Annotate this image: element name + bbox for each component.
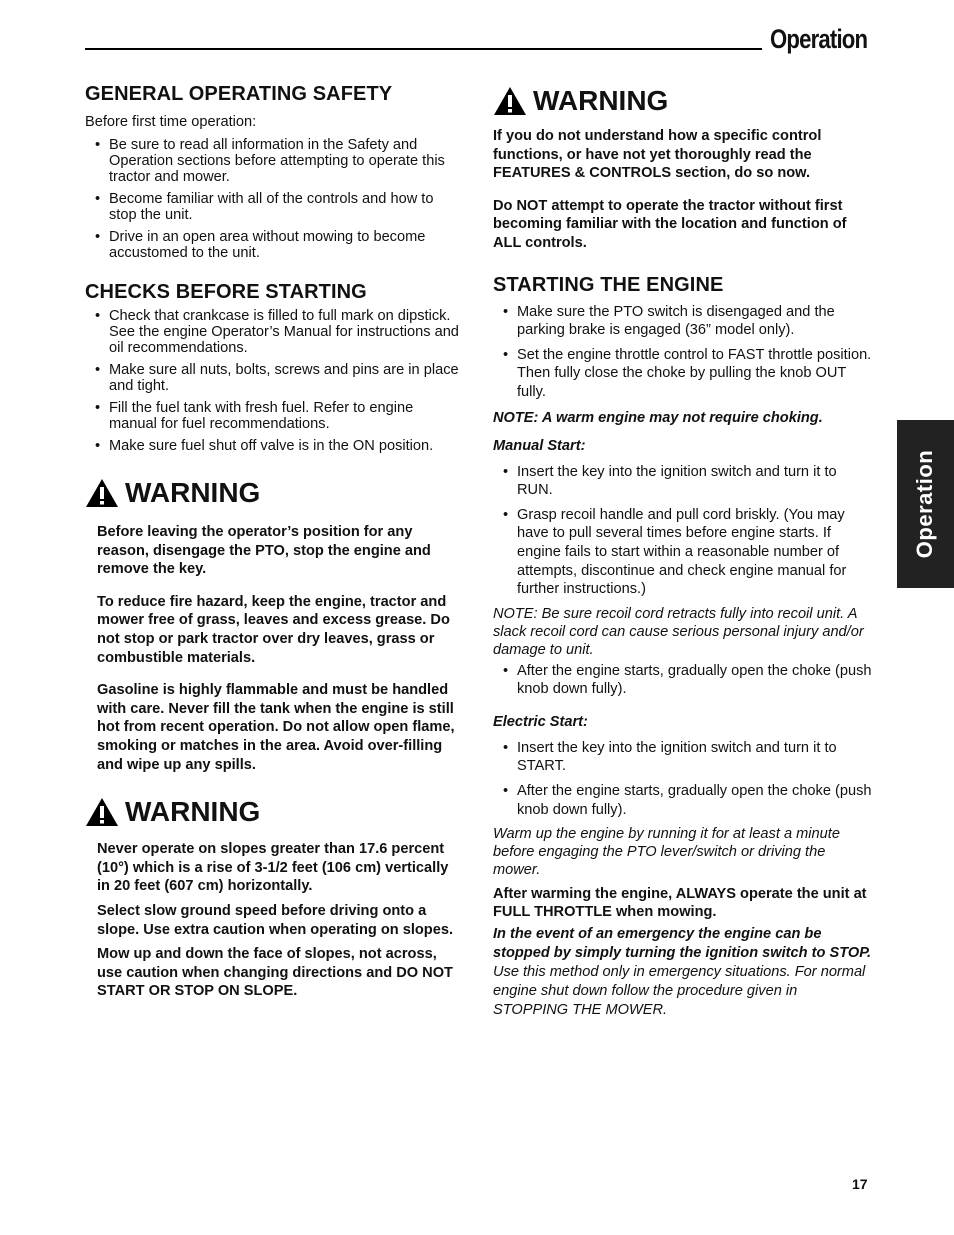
- list-item: • Drive in an open area without mowing to become accustomed to the unit.: [85, 229, 465, 261]
- warning-triangle-icon: [85, 478, 119, 508]
- after-warming-text: After warming the engine, ALWAYS operate the unit at FULL THROTTLE when mowing.: [493, 886, 867, 921]
- warning-triangle-icon: [85, 797, 119, 827]
- list-item: • Make sure fuel shut off valve is in the ON position.: [85, 438, 465, 454]
- manual-after-list: [493, 662, 873, 699]
- warning-title: WARNING: [533, 85, 669, 116]
- list-item: • Make sure the PTO switch is disengaged and the parking brake is engaged (36” model only).: [493, 303, 873, 340]
- general-safety-list: [85, 137, 465, 261]
- warning-paragraph: To reduce fire hazard, keep the engine, tractor and mower free of grass, leaves and excess grease. Do not stop or park tractor over dry leaves, grass or combustible materials.: [97, 593, 450, 666]
- warning-paragraph: Mow up and down the face of slopes, not across, use caution when changing directions and DO NOT START OR STOP ON SLOPE.: [97, 946, 453, 1000]
- electric-start-label: Electric Start:: [493, 713, 588, 730]
- list-item: • Grasp recoil handle and pull cord briskly. (You may have to pull several times before engine starts. If engine fails to start within a reasonable number of attempts, discontinue and check engine manual for further instructions.): [493, 506, 873, 599]
- warning-slope-block: [85, 840, 465, 1001]
- emergency-bold: In the event of an emergency the engine can be stopped by simply turning the ignition switch to STOP.: [493, 926, 872, 962]
- warning-paragraph: Select slow ground speed before driving onto a slope. Use extra caution when operating on slopes.: [97, 902, 454, 938]
- checks-heading: CHECKS BEFORE STARTING: [85, 281, 367, 303]
- warning-title: WARNING: [125, 477, 261, 508]
- choke-note: NOTE: A warm engine may not require choking.: [493, 409, 823, 426]
- warning-heading: [85, 477, 465, 509]
- list-item: • Insert the key into the ignition switch and turn it to START.: [493, 739, 873, 776]
- list-item: • Become familiar with all of the controls and how to stop the unit.: [85, 191, 465, 223]
- warning-paragraph: Before leaving the operator’s position for any reason, disengage the PTO, stop the engine and remove the key.: [97, 524, 431, 578]
- warning-paragraph: If you do not understand how a specific control functions, or have not yet thoroughly read the FEATURES & CONTROLS section, do so now.: [493, 128, 822, 182]
- warning-triangle-icon: [493, 86, 527, 116]
- warning-controls-block: [493, 127, 873, 253]
- side-section-tab: [897, 420, 954, 588]
- emergency-text: [493, 925, 873, 1020]
- list-item: • After the engine starts, gradually open the choke (push knob down fully).: [493, 782, 873, 819]
- recoil-note: NOTE: Be sure recoil cord retracts fully into recoil unit. A slack recoil cord can cause serious personal injury and/or damage to unit.: [493, 605, 864, 658]
- checks-list: [85, 308, 465, 454]
- list-item: • Be sure to read all information in the Safety and Operation sections before attempting to operate this tractor and mower.: [85, 137, 465, 185]
- right-column: [493, 82, 873, 1020]
- list-item: • Check that crankcase is filled to full mark on dipstick. See the engine Operator’s Manual for instructions and oil recommendations.: [85, 308, 465, 356]
- manual-start-list: [493, 463, 873, 599]
- warning-paragraph: Gasoline is highly flammable and must be handled with care. Never fill the tank when the engine is still hot from recent operation. Do not allow open flame, smoking or matches in the area. Avoid over-filling and wipe up any spills.: [97, 682, 455, 773]
- emergency-rest: Use this method only in emergency situations. For normal engine shut down follow the procedure given in STOPPING THE MOWER.: [493, 964, 866, 1019]
- warning-title: WARNING: [125, 796, 261, 828]
- list-item: • Set the engine throttle control to FAST throttle position. Then fully close the choke by pulling the knob OUT fully.: [493, 346, 873, 402]
- warning-paragraph: Never operate on slopes greater than 17.6 percent (10°) which is a rise of 3-1/2 feet (106 cm) vertically in 20 feet (607 cm) horizontally.: [97, 841, 449, 895]
- side-tab-label: Operation: [912, 449, 937, 559]
- starting-list: [493, 303, 873, 402]
- general-intro: Before first time operation:: [85, 114, 257, 130]
- warmup-text: Warm up the engine by running it for at least a minute before engaging the PTO lever/switch or driving the mower.: [493, 826, 840, 879]
- warning-fire-block: [85, 523, 465, 774]
- list-item: • After the engine starts, gradually open the choke (push knob down fully).: [493, 662, 873, 699]
- left-column: [85, 82, 465, 1001]
- general-safety-heading: GENERAL OPERATING SAFETY: [85, 83, 393, 105]
- list-item: • Insert the key into the ignition switch and turn it to RUN.: [493, 463, 873, 500]
- page-number: 17: [852, 1176, 868, 1192]
- warning-heading: [493, 85, 873, 117]
- header-rule: [85, 48, 762, 50]
- list-item: • Fill the fuel tank with fresh fuel. Refer to engine manual for fuel recommendations.: [85, 400, 465, 432]
- warning-paragraph: Do NOT attempt to operate the tractor without first becoming familiar with the location and function of ALL controls.: [493, 197, 847, 251]
- section-title: Operation: [770, 24, 868, 54]
- warning-heading: [85, 796, 465, 828]
- list-item: • Make sure all nuts, bolts, screws and pins are in place and tight.: [85, 362, 465, 394]
- starting-engine-heading: STARTING THE ENGINE: [493, 273, 724, 296]
- manual-start-label: Manual Start:: [493, 437, 586, 454]
- electric-start-list: [493, 739, 873, 819]
